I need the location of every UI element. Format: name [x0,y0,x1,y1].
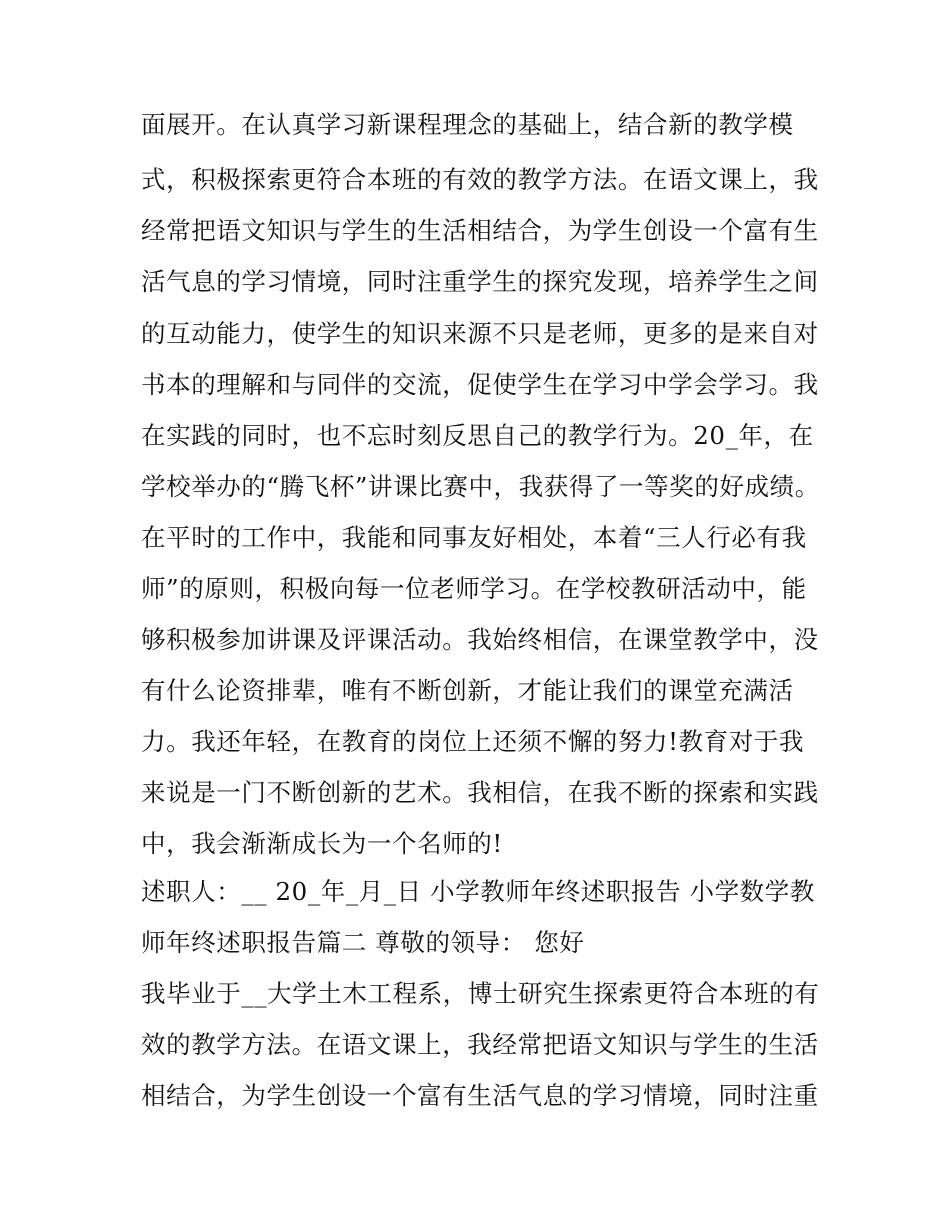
text-line: 效的教学方法。在语文课上，我经常把语文知识与学生的生活 [141,1030,819,1059]
text-line: 面展开。在认真学习新课程理念的基础上，结合新的教学模 [141,110,794,139]
text-line: 有什么论资排辈，唯有不断创新，才能让我们的课堂充满活 [141,676,794,705]
text-line: 中，我会渐渐成长为一个名师的! [141,829,503,858]
text-line: 够积极参加讲课及评课活动。我始终相信，在课堂教学中，没 [141,625,819,654]
text-line: 的互动能力，使学生的知识来源不只是老师，更多的是来自对 [141,319,819,348]
text-line: 式，积极探索更符合本班的有效的教学方法。在语文课上，我 [141,165,819,194]
text-line: 经常把语文知识与学生的生活相结合，为学生创设一个富有生 [141,216,819,245]
text-line: 相结合，为学生创设一个富有生活气息的学习情境，同时注重 [141,1081,819,1110]
text-line: 师年终述职报告篇二 尊敬的领导： 您好 [141,928,585,957]
text-line: 述职人：__ 20_年_月_日 小学教师年终述职报告 小学数学教 [141,877,815,906]
text-line: 在平时的工作中，我能和同事友好相处，本着“三人行必有我 [141,523,807,552]
text-line: 在实践的同时，也不忘时刻反思自己的教学行为。20_年，在 [141,421,814,450]
text-line: 学校举办的“腾飞杯”讲课比赛中，我获得了一等奖的好成绩。 [141,472,820,501]
text-line: 力。我还年轻，在教育的岗位上还须不懈的努力!教育对于我 [141,727,805,756]
text-line: 活气息的学习情境，同时注重学生的探究发现，培养学生之间 [141,267,819,296]
text-line: 师”的原则，积极向每一位老师学习。在学校教研活动中，能 [141,574,807,603]
text-line: 书本的理解和与同伴的交流，促使学生在学习中学会学习。我 [141,370,819,399]
text-line: 我毕业于__大学土木工程系，博士研究生探索更符合本班的有 [141,979,820,1008]
text-line: 来说是一门不断创新的艺术。我相信，在我不断的探索和实践 [141,778,819,807]
